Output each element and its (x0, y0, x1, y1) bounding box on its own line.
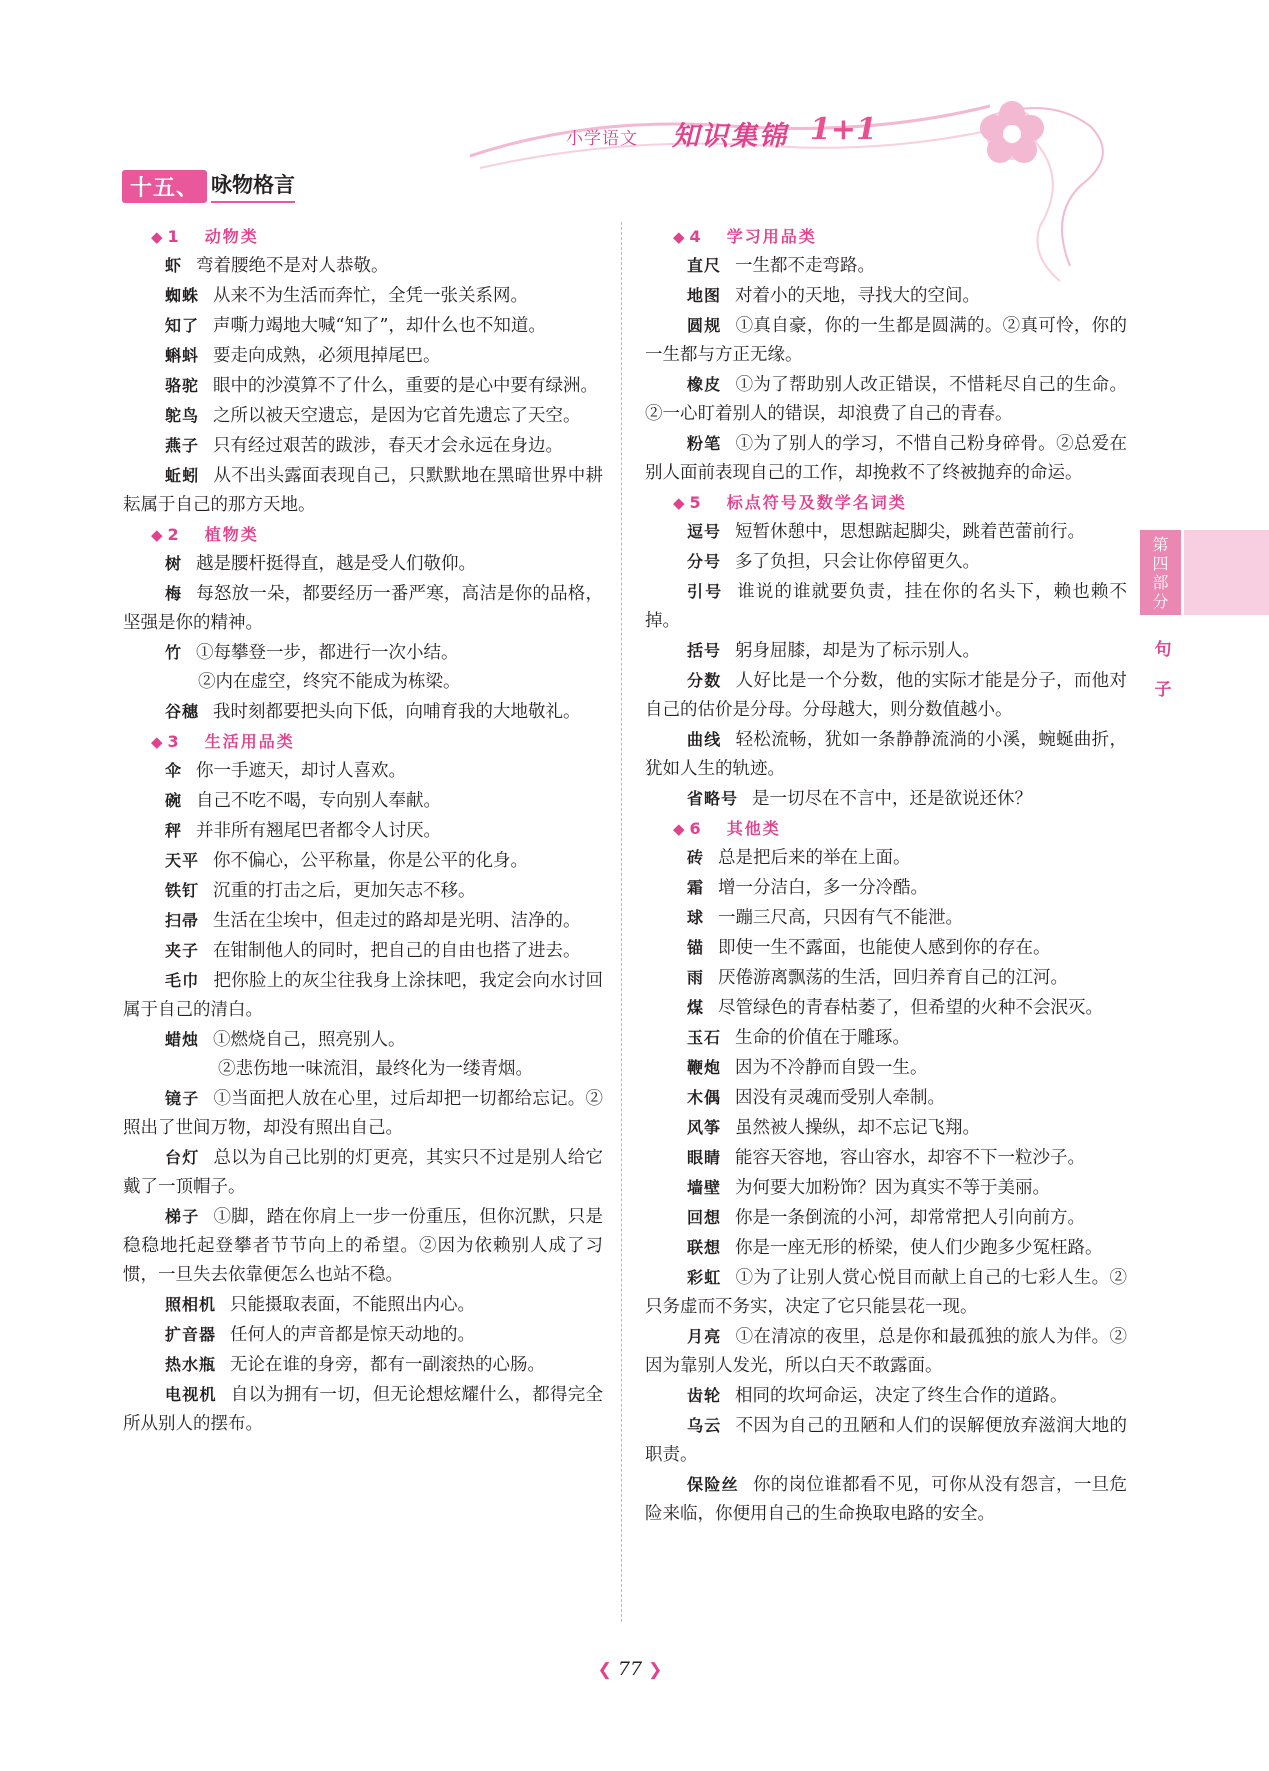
entry (645, 993, 1127, 1023)
entry-text: 一生都不走弯路。 (735, 256, 876, 276)
entry-term: 镜子 (165, 1089, 200, 1108)
entry (645, 903, 1127, 933)
entry-text: ①燃烧自己，照亮别人。 (213, 1030, 406, 1050)
entry-term: 分号 (687, 552, 722, 571)
entry-text: 虽然被人操纵，却不忘记飞翔。 (735, 1118, 981, 1138)
side-tab-char: 分 (1152, 591, 1169, 611)
entry-text: ①每攀登一步，都进行一次小结。 (196, 643, 459, 663)
entry-text: 声嘶力竭地大喊“知了”，却什么也不知道。 (213, 316, 546, 336)
entry-term: 夹子 (165, 941, 200, 960)
entry-text: ②悲伤地一味流泪，最终化为一缕青烟。 (218, 1059, 533, 1079)
entry-text: 轻松流畅，犹如一条静静流淌的小溪，蜿蜒曲折，犹如人生的轨迹。 (645, 730, 1127, 779)
category-heading (123, 222, 603, 251)
entry (645, 933, 1127, 963)
entry-text: 你是一座无形的桥梁，使人们少跑多少冤枉路。 (735, 1238, 1103, 1258)
entry-text: 你是一条倒流的小河，却常常把人引向前方。 (735, 1208, 1086, 1228)
entry-term: 扩音器 (165, 1325, 217, 1344)
category-number: 6 (689, 819, 701, 838)
entry-text: 在钳制他人的同时，把自己的自由也搭了进去。 (213, 941, 581, 961)
entry-text: ②内在虚空，终究不能成为栋梁。 (198, 672, 461, 692)
entry-term: 燕子 (165, 436, 200, 455)
entry-term: 蚯蚓 (165, 466, 200, 485)
diamond-icon: ◆ (151, 228, 163, 246)
entry-term: 橡皮 (687, 375, 722, 394)
left-column (123, 222, 603, 1439)
entry (645, 725, 1127, 784)
entry-term: 蝌蚪 (165, 346, 200, 365)
entry-text: 人好比是一个分数，他的实际才能是分子，而他对自己的估价是分母。分母越大，则分数值越小。 (645, 671, 1127, 720)
entry (123, 371, 603, 401)
entry-text: 对着小的天地，寻找大的空间。 (735, 286, 981, 306)
entry-text: 躬身屈膝，却是为了标示别人。 (735, 641, 981, 661)
entry (645, 843, 1127, 873)
entry-term: 眼睛 (687, 1148, 722, 1167)
entry-text: 厌倦游离飘荡的生活，回归养育自己的江河。 (718, 968, 1069, 988)
category-name: 学习用品类 (726, 227, 817, 246)
entry-term: 乌云 (687, 1416, 722, 1435)
entry-text: 之所以被天空遗忘，是因为它首先遗忘了天空。 (213, 406, 581, 426)
entry-text: 眼中的沙漠算不了什么，重要的是心中要有绿洲。 (213, 376, 599, 396)
entry-term: 墙壁 (687, 1178, 722, 1197)
entry (645, 1470, 1127, 1529)
entry-text: 只能摄取表面，不能照出内心。 (230, 1295, 476, 1315)
side-tab-decoration (1184, 530, 1269, 615)
entry-text: 我时刻都要把头向下低，向哺育我的大地敬礼。 (213, 702, 581, 722)
entry (123, 431, 603, 461)
entry (645, 1173, 1127, 1203)
entry-text: ①真自豪，你的一生都是圆满的。②真可怜，你的一生都与方正无缘。 (645, 316, 1127, 365)
entry-text: 每怒放一朵，都要经历一番严寒，高洁是你的品格，坚强是你的精神。 (123, 584, 603, 633)
entry (123, 1290, 603, 1320)
side-tab-char: 四 (1152, 553, 1169, 573)
entry-term: 霜 (687, 878, 705, 897)
entry-term: 树 (165, 554, 183, 573)
entry-text: 短暂休憩中，思想踮起脚尖，跳着芭蕾前行。 (735, 522, 1086, 542)
section-name: 咏物格言 (211, 169, 295, 203)
entry-term: 地图 (687, 286, 722, 305)
header-number: 1+1 (810, 112, 877, 147)
category-heading (645, 488, 1127, 517)
entry (645, 1143, 1127, 1173)
side-label (1153, 630, 1173, 710)
entry (123, 579, 603, 638)
entry-text: 生活在尘埃中，但走过的路却是光明、洁净的。 (213, 911, 581, 931)
entry-text: 你不偏心，公平称量，你是公平的化身。 (213, 851, 529, 871)
entry (645, 311, 1127, 370)
category-heading (123, 520, 603, 549)
entry (123, 341, 603, 371)
entry (123, 1202, 603, 1290)
entry-text: 你的岗位谁都看不见，可你从没有怨言，一旦危险来临，你便用自己的生命换取电路的安全。 (645, 1475, 1127, 1524)
entry-text: 弯着腰绝不是对人恭敬。 (196, 256, 389, 276)
entry-text: ①为了帮助别人改正错误，不惜耗尽自己的生命。②一心盯着别人的错误，却浪费了自己的青春。 (645, 375, 1127, 424)
entry-term: 齿轮 (687, 1386, 722, 1405)
entry-text: 即使一生不露面，也能使人感到你的存在。 (718, 938, 1051, 958)
entry (645, 636, 1127, 666)
entry-term: 竹 (165, 643, 183, 662)
entry (123, 697, 603, 727)
entry (123, 966, 603, 1025)
entry-text: 不因为自己的丑陋和人们的误解便放弃滋润大地的职责。 (645, 1416, 1127, 1465)
entry (123, 281, 603, 311)
entry (645, 1233, 1127, 1263)
entry-term: 梯子 (165, 1207, 200, 1226)
entry-term: 引号 (687, 582, 724, 601)
entry (123, 1084, 603, 1143)
entry (645, 1083, 1127, 1113)
entry-term: 骆驼 (165, 376, 200, 395)
entry (645, 1203, 1127, 1233)
entry-text: 你一手遮天，却讨人喜欢。 (196, 761, 407, 781)
arrow-left-icon: ❮ (597, 1660, 612, 1680)
entry-term: 台灯 (165, 1148, 200, 1167)
entry (645, 1053, 1127, 1083)
entry-text: 从来不为生活而奔忙，全凭一张关系网。 (213, 286, 529, 306)
entry (645, 1023, 1127, 1053)
category-number: 2 (167, 525, 179, 544)
diamond-icon: ◆ (673, 820, 685, 838)
category-name: 标点符号及数学名词类 (726, 493, 907, 512)
entry (123, 668, 603, 697)
entry-text: ①当面把人放在心里，过后却把一切都给忘记。②照出了世间万物，却没有照出自己。 (123, 1089, 603, 1138)
entry-text: 把你脸上的灰尘往我身上涂抹吧，我定会向水讨回属于自己的清白。 (123, 971, 603, 1020)
section-title (122, 168, 295, 204)
entry-term: 直尺 (687, 256, 722, 275)
section-number: 十五、 (122, 170, 207, 203)
diamond-icon: ◆ (151, 733, 163, 751)
entry-text: 自己不吃不喝，专向别人奉献。 (196, 791, 442, 811)
entry-text: 尽管绿色的青春枯萎了，但希望的火种不会泯灭。 (718, 998, 1104, 1018)
page-number (580, 1658, 680, 1680)
entry-text: 并非所有翘尾巴者都令人讨厌。 (196, 821, 442, 841)
entry (123, 401, 603, 431)
entry (645, 1411, 1127, 1470)
entry (645, 370, 1127, 429)
entry-text: 只有经过艰苦的跋涉，春天才会永远在身边。 (213, 436, 564, 456)
entry-text: 总以为自己比别的灯更亮，其实只不过是别人给它戴了一顶帽子。 (123, 1148, 603, 1197)
entry-term: 圆规 (687, 316, 722, 335)
entry (645, 547, 1127, 577)
entry-term: 曲线 (687, 730, 722, 749)
entry-term: 砖 (687, 848, 705, 867)
entry (645, 1381, 1127, 1411)
entry-text: 越是腰杆挺得直，越是受人们敬仰。 (196, 554, 477, 574)
entry (645, 281, 1127, 311)
entry (645, 873, 1127, 903)
entry-text: ①为了别人的学习，不惜自己粉身碎骨。②总爱在别人面前表现自己的工作，却挽救不了终被抛弃的命运。 (645, 434, 1127, 483)
entry-text: ①脚，踏在你肩上一步一份重压，但你沉默，只是稳稳地托起登攀者节节向上的希望。②因为依赖别人成了习惯，一旦失去依靠便怎么也站不稳。 (123, 1207, 603, 1285)
entry (123, 1350, 603, 1380)
side-tab-char: 第 (1152, 534, 1169, 554)
entry (645, 1322, 1127, 1381)
diamond-icon: ◆ (673, 228, 685, 246)
entry (123, 1320, 603, 1350)
entry (123, 846, 603, 876)
entry-term: 保险丝 (687, 1475, 739, 1494)
entry-term: 彩虹 (687, 1268, 722, 1287)
category-heading (645, 222, 1127, 251)
entry-term: 电视机 (165, 1385, 217, 1404)
entry-term: 分数 (687, 671, 722, 690)
entry-text: ①在清凉的夜里，总是你和最孤独的旅人为伴。②因为靠别人发光，所以白天不敢露面。 (645, 1327, 1127, 1376)
entry-text: 任何人的声音都是惊天动地的。 (230, 1325, 476, 1345)
entry-text: 自以为拥有一切，但无论想炫耀什么，都得完全所从别人的摆布。 (123, 1385, 603, 1434)
entry-term: 伞 (165, 761, 183, 780)
entry-term: 逗号 (687, 522, 722, 541)
entry-term: 粉笔 (687, 434, 722, 453)
right-column (645, 222, 1127, 1529)
entry-term: 风筝 (687, 1118, 722, 1137)
side-label-char: 句 (1154, 640, 1172, 660)
category-name: 其他类 (726, 819, 781, 838)
entry-term: 鞭炮 (687, 1058, 722, 1077)
entry-term: 热水瓶 (165, 1355, 217, 1374)
arrow-right-icon: ❯ (648, 1660, 663, 1680)
category-name: 植物类 (204, 525, 259, 544)
entry (123, 638, 603, 668)
entry-term: 天平 (165, 851, 200, 870)
entry (645, 1113, 1127, 1143)
entry-text: 因为不冷静而自毁一生。 (735, 1058, 928, 1078)
entry (645, 577, 1127, 636)
entry (645, 784, 1127, 814)
entry-term: 碗 (165, 791, 183, 810)
header-title: 知识集锦 (672, 121, 788, 152)
entry (645, 1263, 1127, 1322)
entry-term: 鸵鸟 (165, 406, 200, 425)
entry-term: 玉石 (687, 1028, 722, 1047)
side-label-char: 子 (1154, 680, 1172, 700)
entry (123, 1025, 603, 1055)
entry-text: 总是把后来的举在上面。 (718, 848, 911, 868)
column-divider (621, 222, 622, 1622)
entry-term: 知了 (165, 316, 200, 335)
entry-text: 为何要大加粉饰？因为真实不等于美丽。 (735, 1178, 1051, 1198)
entry (123, 251, 603, 281)
entry-text: 多了负担，只会让你停留更久。 (735, 552, 981, 572)
category-heading (645, 814, 1127, 843)
page-number-text: 77 (617, 1658, 643, 1680)
entry-term: 联想 (687, 1238, 722, 1257)
entry-text: 从不出头露面表现自己，只默默地在黑暗世界中耕耘属于自己的那方天地。 (123, 466, 603, 515)
entry (123, 549, 603, 579)
entry (123, 786, 603, 816)
entry (123, 461, 603, 520)
entry (123, 756, 603, 786)
entry-term: 球 (687, 908, 705, 927)
entry-term: 铁钉 (165, 881, 200, 900)
category-heading (123, 727, 603, 756)
entry-term: 谷穗 (165, 702, 200, 721)
entry (123, 1143, 603, 1202)
entry (645, 963, 1127, 993)
entry-term: 月亮 (687, 1327, 722, 1346)
entry-text: 生命的价值在于雕琢。 (735, 1028, 911, 1048)
entry (645, 429, 1127, 488)
entry (645, 517, 1127, 547)
side-tab-char: 部 (1152, 572, 1169, 592)
entry-term: 毛巾 (165, 971, 200, 990)
entry-term: 蜘蛛 (165, 286, 200, 305)
entry (123, 876, 603, 906)
entry (645, 666, 1127, 725)
entry-text: 一蹦三尺高，只因有气不能泄。 (718, 908, 964, 928)
entry-text: ①为了让别人赏心悦目而献上自己的七彩人生。②只务虚而不务实，决定了它只能昙花一现。 (645, 1268, 1127, 1317)
entry-term: 煤 (687, 998, 705, 1017)
entry-term: 梅 (165, 584, 183, 603)
entry (645, 251, 1127, 281)
entry-text: 相同的坎坷命运，决定了终生合作的道路。 (735, 1386, 1068, 1406)
category-number: 3 (167, 732, 179, 751)
entry-text: 是一切尽在不言中，还是欲说还休？ (752, 789, 1033, 809)
entry-term: 回想 (687, 1208, 722, 1227)
entry-term: 括号 (687, 641, 722, 660)
entry-term: 木偶 (687, 1088, 722, 1107)
entry-term: 蜡烛 (165, 1030, 200, 1049)
entry-text: 因没有灵魂而受别人牵制。 (735, 1088, 946, 1108)
entry-term: 锚 (687, 938, 705, 957)
entry-text: 无论在谁的身旁，都有一副滚热的心肠。 (230, 1355, 546, 1375)
diamond-icon: ◆ (673, 494, 685, 512)
entry-text: 增一分洁白，多一分冷酷。 (718, 878, 929, 898)
entry-term: 扫帚 (165, 911, 200, 930)
entry-term: 照相机 (165, 1295, 217, 1314)
header-subject: 小学语文 (566, 129, 638, 149)
entry-term: 虾 (165, 256, 183, 275)
entry (123, 936, 603, 966)
entry (123, 1055, 603, 1084)
category-number: 1 (167, 227, 179, 246)
diamond-icon: ◆ (151, 526, 163, 544)
entry-term: 秤 (165, 821, 183, 840)
entry-text: 能容天容地，容山容水，却容不下一粒沙子。 (735, 1148, 1086, 1168)
entry (123, 906, 603, 936)
category-number: 5 (689, 493, 701, 512)
entry-text: 要走向成熟，必须甩掉尾巴。 (213, 346, 441, 366)
category-name: 动物类 (204, 227, 259, 246)
flower-icon (980, 101, 1044, 163)
entry-term: 雨 (687, 968, 705, 987)
entry-text: 谁说的谁就要负责，挂在你的名头下，赖也赖不掉。 (645, 582, 1127, 631)
entry (123, 311, 603, 341)
entry (123, 1380, 603, 1439)
entry (123, 816, 603, 846)
category-number: 4 (689, 227, 701, 246)
entry-text: 沉重的打击之后，更加矢志不移。 (213, 881, 476, 901)
entry-term: 省略号 (687, 789, 739, 808)
side-tab-part (1140, 530, 1181, 615)
category-name: 生活用品类 (204, 732, 295, 751)
